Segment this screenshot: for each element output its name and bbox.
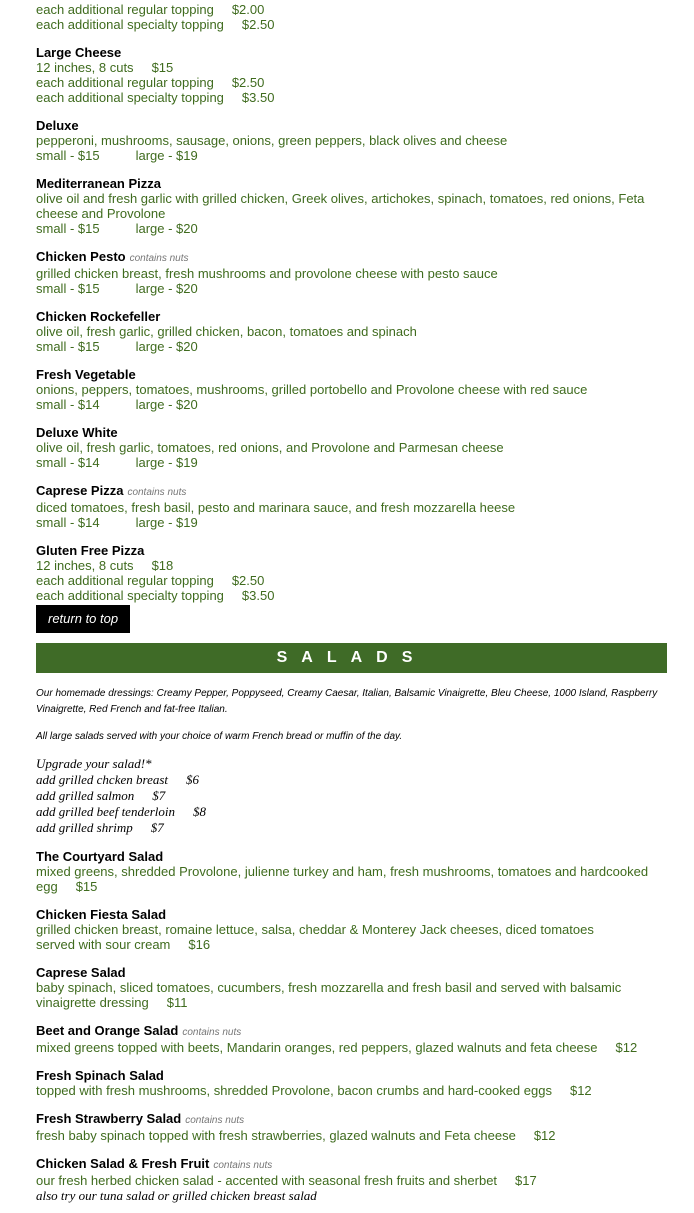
pizza-item	[36, 483, 667, 530]
pizza-name: Caprese Pizza contains nuts	[36, 483, 187, 498]
pizza-item	[36, 425, 667, 470]
salad-item	[36, 1111, 667, 1143]
pizza-description: olive oil and fresh garlic with grilled chicken, Greek olives, artichokes, spinach, tomatoes, red onions, Feta cheese and Provolone	[36, 191, 645, 221]
pizza-description: olive oil, fresh garlic, tomatoes, red onions, and Provolone and Parmesan cheese	[36, 440, 504, 455]
pizza-size-line: 12 inches, 8 cuts $15	[36, 60, 174, 75]
pizza-prices: small - $15 large - $19	[36, 148, 198, 163]
pizza-description: diced tomatoes, fresh basil, pesto and marinara sauce, and fresh mozzarella heese	[36, 500, 516, 515]
contains-nuts-note: contains nuts	[129, 253, 189, 264]
pizza-prices: small - $15 large - $20	[36, 281, 198, 296]
specialty-topping-line: each additional specialty topping $3.50	[36, 90, 275, 105]
salad-description: fresh baby spinach topped with fresh strawberries, glazed walnuts and Feta cheese $12	[36, 1128, 556, 1143]
salad-description: mixed greens topped with beets, Mandarin oranges, red peppers, glazed walnuts and feta cheese $12	[36, 1040, 638, 1055]
pizza-description: grilled chicken breast, fresh mushrooms and provolone cheese with pesto sauce	[36, 266, 498, 281]
salad-description: topped with fresh mushrooms, shredded Provolone, bacon crumbs and hard-cooked eggs $12	[36, 1083, 592, 1098]
salad-name: Fresh Strawberry Salad contains nuts	[36, 1111, 245, 1126]
pizza-size-line: 12 inches, 8 cuts $18	[36, 558, 174, 573]
pizza-item	[36, 118, 667, 163]
salad-item	[36, 1068, 667, 1098]
pizza-item	[36, 249, 667, 296]
pizza-prices: small - $15 large - $20	[36, 221, 198, 236]
contains-nuts-note: contains nuts	[182, 1027, 242, 1038]
salad-tip: also try our tuna salad or grilled chicken breast salad	[36, 1188, 317, 1203]
pizza-name: Chicken Pesto contains nuts	[36, 249, 189, 264]
pizza-description: onions, peppers, tomatoes, mushrooms, grilled portobello and Provolone cheese with red sauce	[36, 382, 588, 397]
pizza-prices: small - $15 large - $20	[36, 339, 198, 354]
specialty-topping-line: each additional specialty topping $2.50	[36, 17, 275, 32]
regular-topping-line: each additional regular topping $2.50	[36, 75, 265, 90]
salad-name: Fresh Spinach Salad	[36, 1068, 164, 1083]
regular-topping-line: each additional regular topping $2.00	[36, 2, 265, 17]
pizza-name: Deluxe White	[36, 425, 118, 440]
pizza-description: pepperoni, mushrooms, sausage, onions, green peppers, black olives and cheese	[36, 133, 508, 148]
pizza-item	[36, 367, 667, 412]
salads-section-banner: SALADS	[36, 643, 667, 673]
salad-name: Chicken Salad & Fresh Fruit contains nuts	[36, 1156, 273, 1171]
pizza-item	[36, 309, 667, 354]
specialty-topping-line: each additional specialty topping $3.50	[36, 588, 275, 603]
pizza-name: Fresh Vegetable	[36, 367, 136, 382]
upgrade-title: Upgrade your salad!*	[36, 756, 152, 771]
pizza-item	[36, 45, 667, 105]
upgrade-item: add grilled chcken breast $6	[36, 772, 200, 787]
pizza-name: Mediterranean Pizza	[36, 176, 161, 191]
salad-item	[36, 849, 667, 894]
salad-item	[36, 1023, 667, 1055]
pizza-prices: small - $14 large - $19	[36, 455, 198, 470]
salad-name: Beet and Orange Salad contains nuts	[36, 1023, 242, 1038]
contains-nuts-note: contains nuts	[185, 1115, 245, 1126]
pizza-name: Gluten Free Pizza	[36, 543, 145, 558]
salad-item	[36, 965, 667, 1010]
contains-nuts-note: contains nuts	[213, 1160, 273, 1171]
salad-name: The Courtyard Salad	[36, 849, 164, 864]
pizza-name: Deluxe	[36, 118, 79, 133]
salad-item	[36, 907, 667, 952]
pizza-prices: small - $14 large - $20	[36, 397, 198, 412]
pizza-prices: small - $14 large - $19	[36, 515, 198, 530]
salad-name: Caprese Salad	[36, 965, 126, 980]
pizza-name: Chicken Rockefeller	[36, 309, 161, 324]
contains-nuts-note: contains nuts	[127, 487, 187, 498]
bread-note: All large salads served with your choice of warm French bread or muffin of the day.	[36, 731, 403, 742]
upgrade-item: add grilled salmon $7	[36, 788, 166, 803]
menu-content	[36, 2, 667, 1203]
salad-description: baby spinach, sliced tomatoes, cucumbers, fresh mozzarella and fresh basil and served with balsamic vinaigrette dressing $11	[36, 980, 622, 1010]
regular-topping-line: each additional regular topping $2.50	[36, 573, 265, 588]
salad-description: our fresh herbed chicken salad - accented with seasonal fresh fruits and sherbet $17	[36, 1173, 537, 1188]
pizza-name: Large Cheese	[36, 45, 122, 60]
pizza-description: olive oil, fresh garlic, grilled chicken, bacon, tomatoes and spinach	[36, 324, 417, 339]
return-to-top-button[interactable]: return to top	[36, 605, 130, 633]
salad-description-cont: served with sour cream $16	[36, 937, 211, 952]
salad-item	[36, 1156, 667, 1203]
pizza-item	[36, 543, 667, 603]
upgrade-item: add grilled shrimp $7	[36, 820, 164, 835]
upgrade-item: add grilled beef tenderloin $8	[36, 804, 207, 819]
dressings-note: Our homemade dressings: Creamy Pepper, Poppyseed, Creamy Caesar, Italian, Balsamic Vinaigrette, Bleu Cheese, 1000 Island, Raspberry Vinaigrette, Red French and fat-free Italian.	[36, 688, 658, 715]
salad-description: grilled chicken breast, romaine lettuce, salsa, cheddar & Monterey Jack cheeses, diced tomatoes	[36, 922, 594, 937]
salad-upgrade-list	[36, 756, 667, 836]
salad-name: Chicken Fiesta Salad	[36, 907, 167, 922]
pizza-item	[36, 176, 667, 236]
salad-description: mixed greens, shredded Provolone, julienne turkey and ham, fresh mushrooms, tomatoes and hardcooked egg $15	[36, 864, 649, 894]
